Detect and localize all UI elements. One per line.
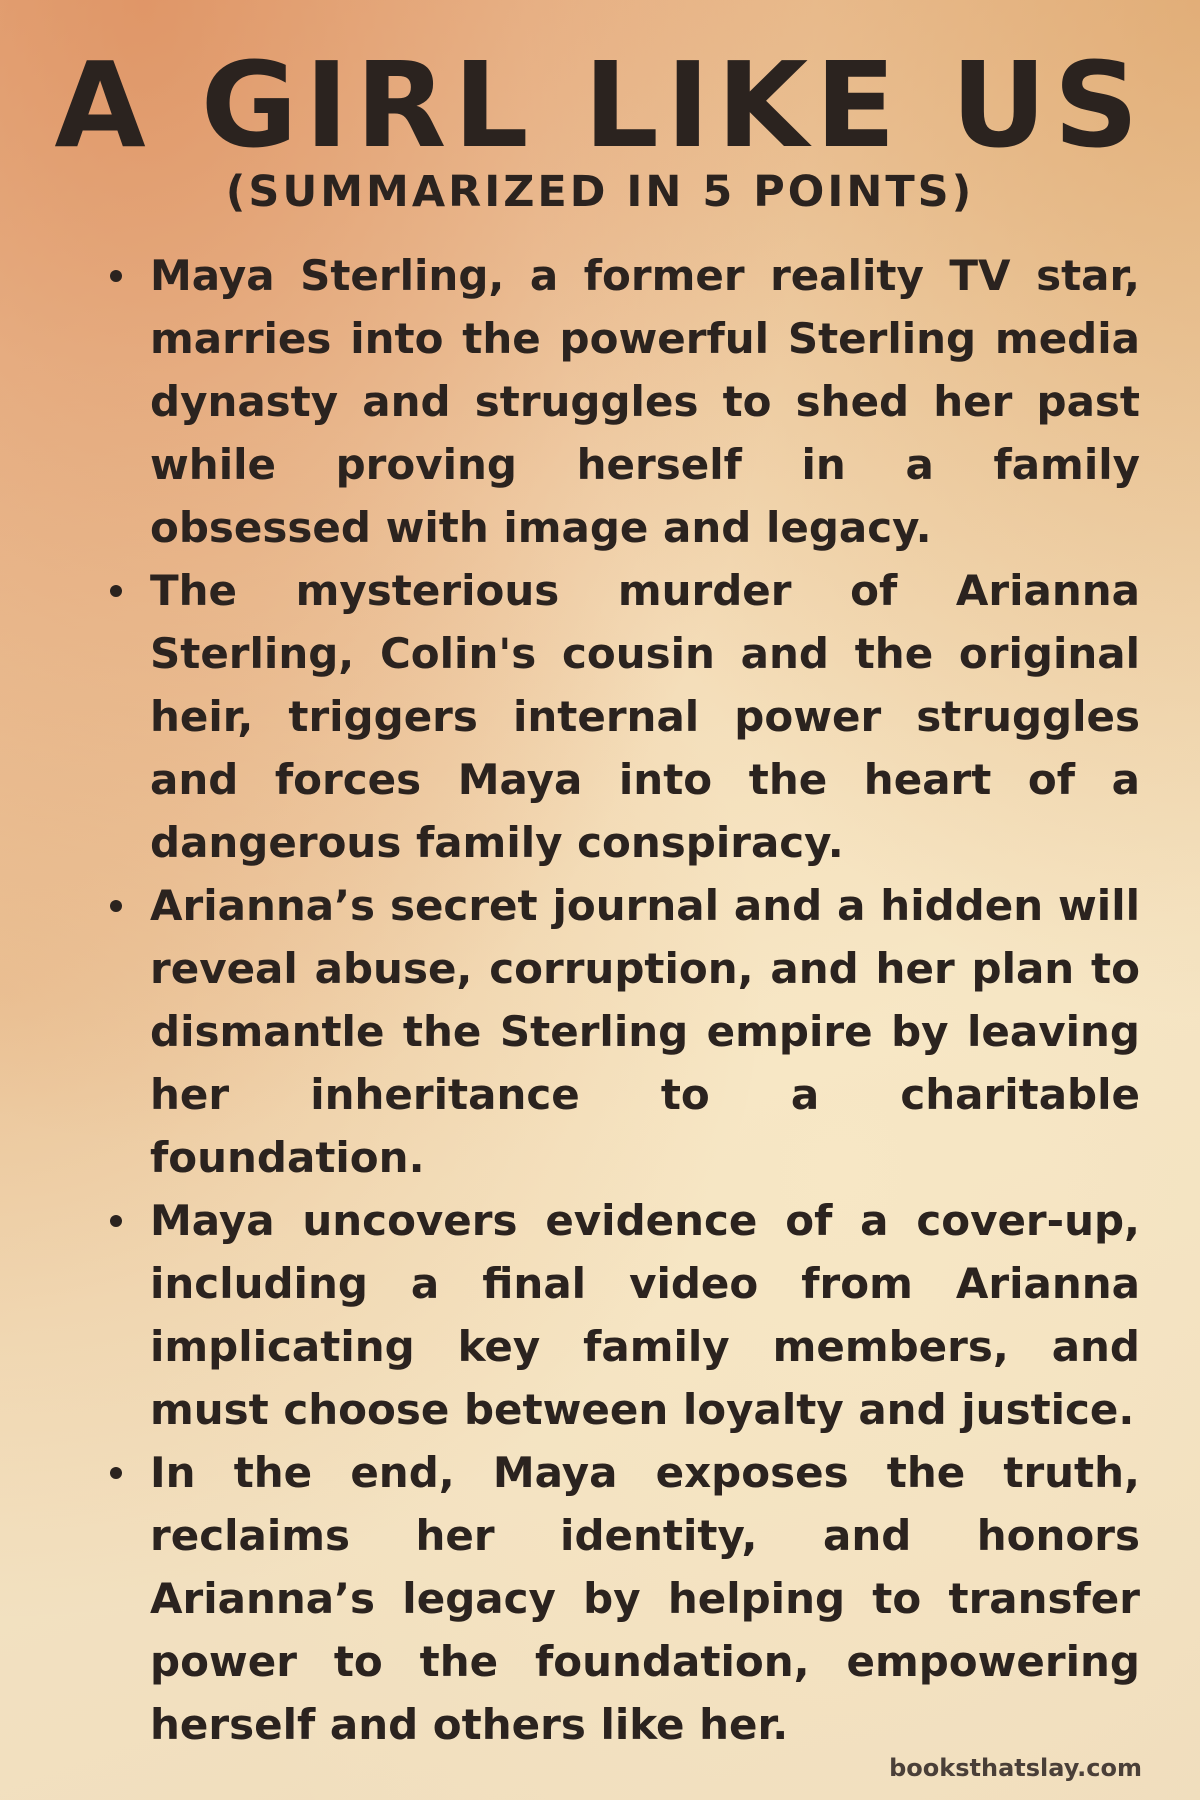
summary-point-4 [104,1189,1140,1441]
bullet-icon [110,900,122,912]
summary-point-text: In the end, Maya exposes the truth, reclaims her identity, and honors Arianna’s legacy by helping to transfer power to the foundation, empowering herself and others like her. [150,1448,1140,1749]
summary-points-list [104,244,1140,1756]
summary-point-1 [104,244,1140,559]
summary-point-text: Maya uncovers evidence of a cover-up, including a final video from Arianna implicating key family members, and must choose between loyalty and justice. [150,1196,1140,1434]
summary-point-5 [104,1441,1140,1756]
bullet-icon [110,1467,122,1479]
page-subtitle: (SUMMARIZED IN 5 POINTS) [225,167,975,217]
summary-point-text: Maya Sterling, a former reality TV star, marries into the powerful Sterling media dynasty and struggles to shed her past while proving herself in a family obsessed with image and legacy. [150,251,1140,552]
bullet-icon [110,585,122,597]
page-title: A GIRL LIKE US [54,36,1146,174]
bullet-icon [110,270,122,282]
summary-point-text: The mysterious murder of Arianna Sterling, Colin's cousin and the original heir, triggers internal power struggles and forces Maya into the heart of a dangerous family conspiracy. [150,566,1140,867]
summary-point-2 [104,559,1140,874]
summary-point-3 [104,874,1140,1189]
summary-point-text: Arianna’s secret journal and a hidden will reveal abuse, corruption, and her plan to dismantle the Sterling empire by leaving her inheritance to a charitable foundation. [150,881,1140,1182]
site-watermark: booksthatslay.com [889,1754,1142,1782]
bullet-icon [110,1215,122,1227]
